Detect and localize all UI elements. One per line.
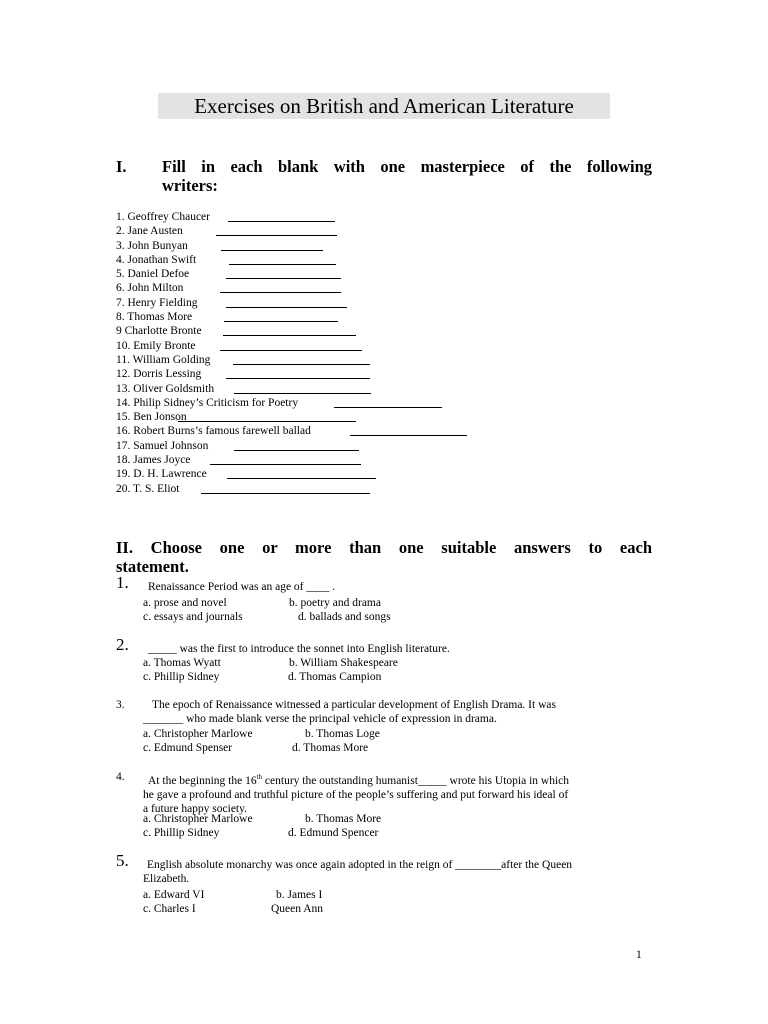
option-a[interactable]: a. Thomas Wyatt — [143, 657, 221, 669]
option-b[interactable]: b. William Shakespeare — [289, 657, 398, 669]
writer-label: 20. T. S. Eliot — [116, 482, 180, 495]
answer-blank[interactable] — [234, 450, 359, 451]
option-d[interactable]: d. Thomas Campion — [288, 671, 382, 684]
writer-item — [116, 424, 716, 438]
writer-item — [116, 281, 716, 295]
answer-blank[interactable] — [210, 464, 361, 465]
question-options — [143, 888, 643, 916]
answer-blank[interactable] — [334, 407, 442, 408]
answer-blank[interactable] — [220, 350, 362, 351]
question-stem — [116, 642, 656, 656]
answer-blank[interactable] — [227, 478, 376, 479]
page-number: 1 — [636, 949, 642, 961]
writer-item — [116, 224, 716, 238]
answer-blank[interactable] — [223, 335, 356, 336]
stem-line: he gave a profound and truthful picture of the people’s suffering and put forward his ideal of — [143, 789, 569, 802]
question-number: 3. — [116, 699, 125, 711]
writer-item — [116, 353, 716, 367]
ordinal-suffix: th — [256, 773, 263, 781]
question-options — [143, 656, 643, 684]
option-a[interactable]: a. prose and novel — [143, 597, 227, 609]
answer-blank[interactable] — [226, 378, 370, 379]
writer-item — [116, 310, 716, 324]
writer-item — [116, 324, 716, 338]
option-c[interactable]: c. Phillip Sidney — [143, 827, 220, 840]
section-1-instruction-line-2: writers: — [162, 176, 218, 195]
answer-blank[interactable] — [178, 421, 356, 422]
stem-line: _______ who made blank verse the principal vehicle of expression in drama. — [143, 713, 497, 726]
option-b[interactable]: b. Thomas Loge — [305, 728, 380, 740]
answer-blank[interactable] — [350, 435, 467, 436]
question-options — [143, 727, 643, 755]
writer-item — [116, 267, 716, 281]
writer-label: 3. John Bunyan — [116, 239, 188, 252]
writer-label: 13. Oliver Goldsmith — [116, 382, 215, 395]
writer-item — [116, 453, 716, 467]
section-1-number: I. — [116, 157, 127, 176]
writer-item — [116, 210, 716, 224]
question-number: 4. — [116, 771, 125, 783]
answer-blank[interactable] — [229, 264, 336, 265]
option-d[interactable]: d. ballads and songs — [298, 611, 391, 624]
answer-blank[interactable] — [216, 235, 337, 236]
writer-item — [116, 482, 716, 496]
question-3 — [116, 698, 656, 758]
writer-label: 4. Jonathan Swift — [116, 253, 197, 266]
answer-blank[interactable] — [221, 250, 323, 251]
question-4 — [116, 770, 656, 844]
answer-blank[interactable] — [224, 321, 338, 322]
writer-label: 9 Charlotte Bronte — [116, 325, 202, 338]
page-title: Exercises on British and American Literature — [158, 93, 610, 119]
writer-label: 10. Emily Bronte — [116, 339, 196, 352]
writer-item — [116, 367, 716, 381]
writer-item — [116, 339, 716, 353]
section-1-instruction-line-1: Fill in each blank with one masterpiece of the following — [162, 157, 652, 176]
writers-list — [116, 210, 716, 496]
writer-label: 8. Thomas More — [116, 311, 193, 324]
writer-item — [116, 396, 716, 410]
question-2 — [116, 635, 656, 688]
option-d[interactable]: d. Thomas More — [292, 742, 369, 755]
question-1 — [116, 573, 656, 626]
option-c[interactable]: c. Edmund Spenser — [143, 742, 233, 755]
writer-label: 2. Jane Austen — [116, 225, 183, 238]
writer-item — [116, 439, 716, 453]
stem-line: At the beginning the 16th century the outstanding humanist_____ wrote his Utopia in which — [148, 773, 569, 787]
writer-label: 7. Henry Fielding — [116, 296, 198, 309]
answer-blank[interactable] — [226, 307, 347, 308]
answer-blank[interactable] — [220, 292, 341, 293]
answer-blank[interactable] — [226, 278, 341, 279]
writer-label: 6. John Milton — [116, 282, 184, 295]
writer-label: 16. Robert Burns’s famous farewell ballad — [116, 425, 311, 438]
answer-blank[interactable] — [234, 393, 371, 394]
writer-item — [116, 467, 716, 481]
option-b[interactable]: b. Thomas More — [305, 813, 382, 825]
question-number: 2. — [116, 635, 129, 654]
writer-item — [116, 410, 716, 424]
stem-line: The epoch of Renaissance witnessed a particular development of English Drama. It was — [152, 699, 556, 711]
stem-line: English absolute monarchy was once again adopted in the reign of ________after the Queen — [147, 859, 573, 871]
question-number: 1. — [116, 573, 129, 592]
question-options — [143, 812, 643, 840]
writer-label: 18. James Joyce — [116, 454, 191, 467]
answer-blank[interactable] — [228, 221, 335, 222]
writer-item — [116, 296, 716, 310]
question-stem — [116, 770, 656, 816]
option-d[interactable]: d. Edmund Spencer — [288, 827, 379, 840]
option-c[interactable]: c. essays and journals — [143, 611, 243, 624]
question-stem — [116, 580, 656, 594]
question-stem — [116, 698, 656, 726]
option-a[interactable]: a. Christopher Marlowe — [143, 813, 253, 825]
answer-blank[interactable] — [233, 364, 370, 365]
question-number: 5. — [116, 851, 129, 870]
question-5 — [116, 851, 656, 918]
writer-label: 19. D. H. Lawrence — [116, 468, 207, 481]
writer-item — [116, 382, 716, 396]
question-options — [143, 596, 643, 624]
writer-label: 5. Daniel Defoe — [116, 268, 190, 281]
stem-line: Elizabeth. — [143, 873, 190, 886]
answer-blank[interactable] — [201, 493, 370, 494]
option-c[interactable]: c. Charles I — [143, 903, 196, 916]
stem-line: Renaissance Period was an age of ____ . — [148, 581, 336, 593]
section-2-instruction-line-1: II. Choose one or more than one suitable answers to each — [116, 538, 652, 557]
option-c[interactable]: c. Phillip Sidney — [143, 671, 220, 684]
option-b[interactable]: b. James I — [276, 889, 323, 901]
writer-label: 17. Samuel Johnson — [116, 439, 209, 452]
writer-label: 15. Ben Jonson — [116, 411, 187, 424]
stem-line: _____ was the first to introduce the sonnet into English literature. — [148, 643, 450, 655]
writer-label: 11. William Golding — [116, 353, 211, 366]
stem-line: a future happy society. — [143, 803, 247, 816]
section-2-heading — [116, 538, 652, 576]
section-2-instruction-line-2: statement. — [116, 557, 189, 576]
option-a[interactable]: a. Edward VI — [143, 889, 205, 901]
option-a[interactable]: a. Christopher Marlowe — [143, 728, 253, 740]
writer-item — [116, 253, 716, 267]
question-stem — [116, 858, 656, 886]
writer-label: 14. Philip Sidney’s Criticism for Poetry — [116, 396, 299, 409]
option-b[interactable]: b. poetry and drama — [289, 597, 381, 609]
writer-label: 1. Geoffrey Chaucer — [116, 211, 210, 223]
writer-item — [116, 239, 716, 253]
option-d[interactable]: Queen Ann — [271, 903, 324, 916]
writer-label: 12. Dorris Lessing — [116, 368, 202, 381]
